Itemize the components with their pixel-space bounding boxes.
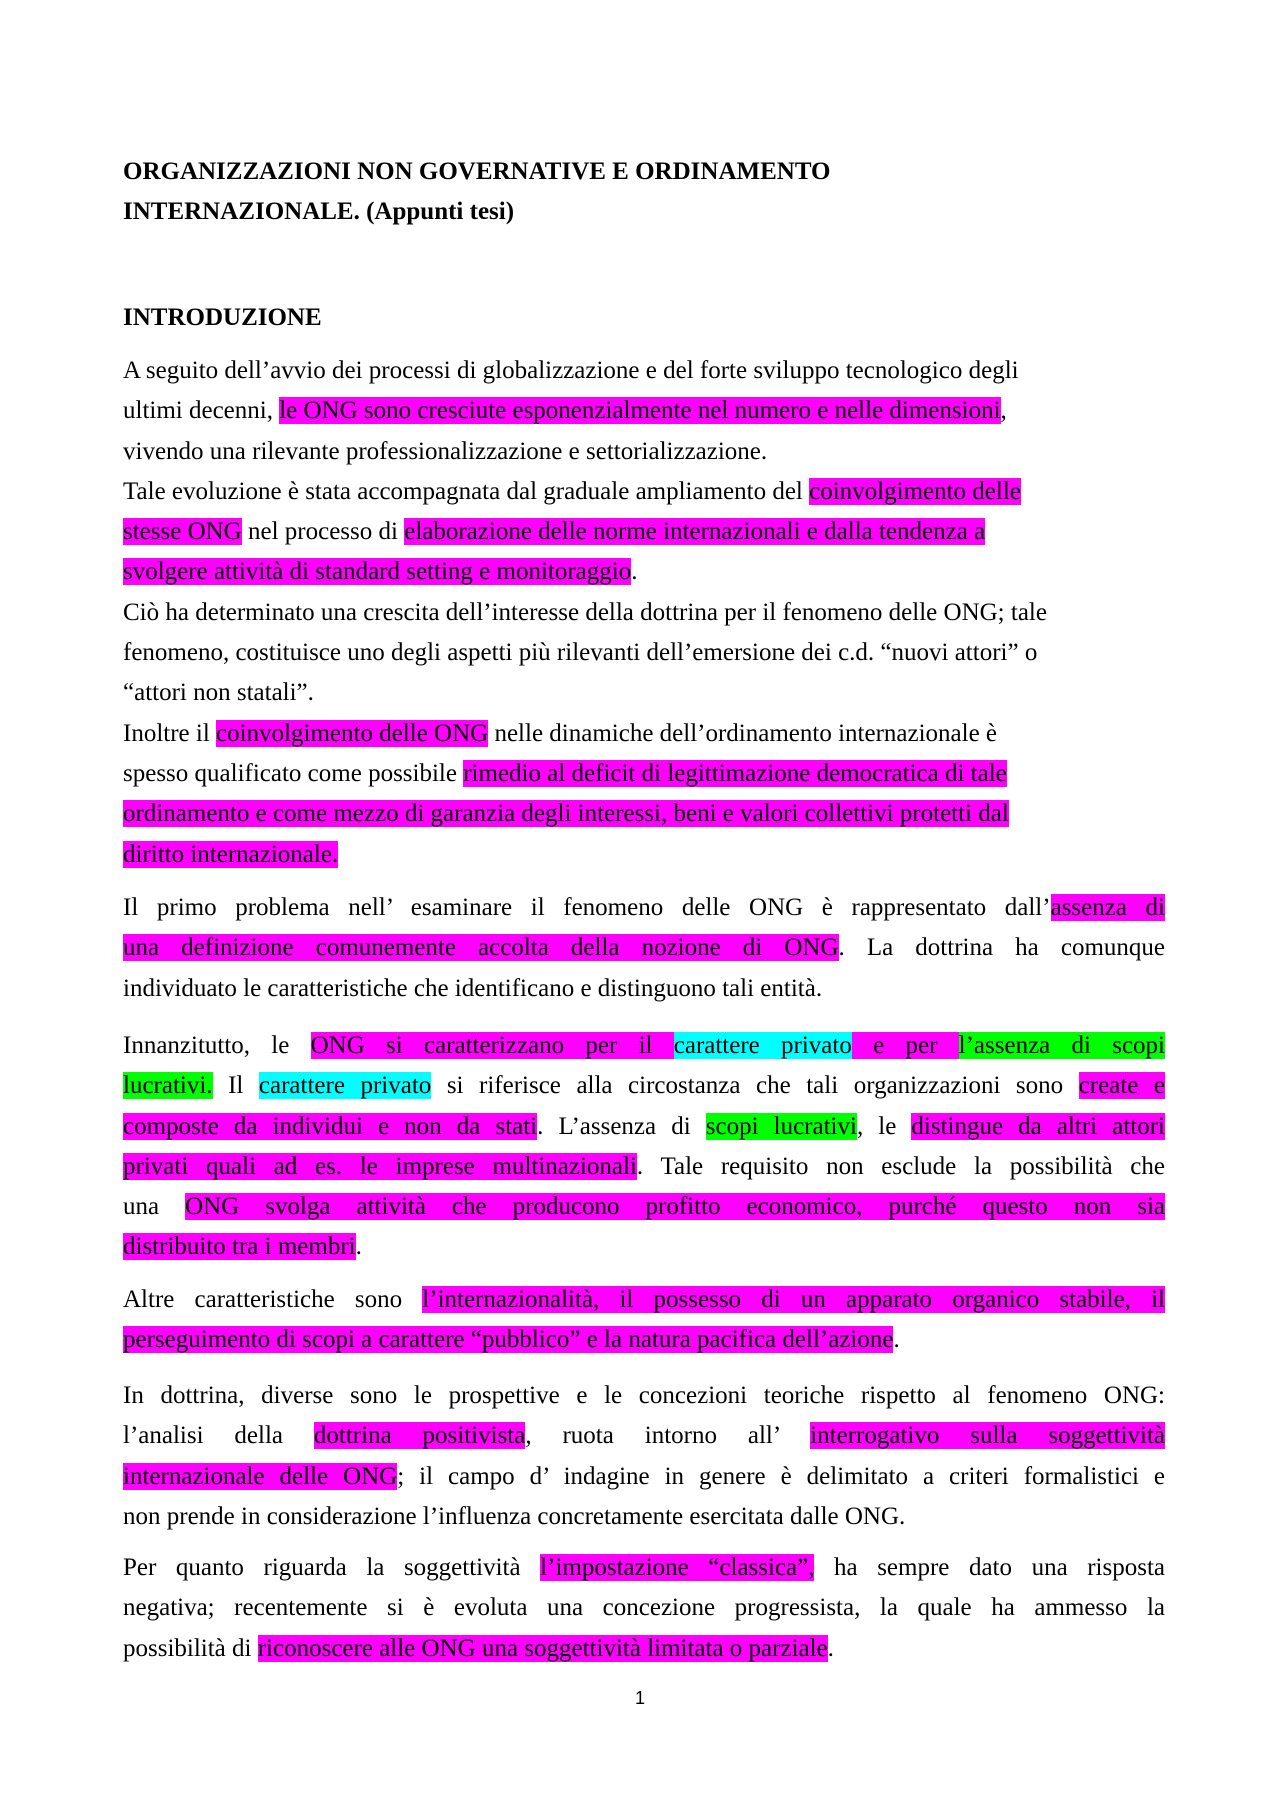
highlight: ordinamento e come mezzo di garanzia degli interessi, beni e valori collettivi protetti dal (123, 800, 1009, 828)
text-line: Altre caratteristiche sono l’internazionalità, il possesso di un apparato organico stabile, il (123, 1286, 1165, 1313)
highlight: ONG svolga attività che producono profitto economico, purché questo non sia (185, 1193, 1165, 1221)
page-number: 1 (634, 1688, 645, 1708)
highlight: carattere privato (258, 1072, 432, 1100)
paragraph-5 (123, 1376, 1165, 1537)
highlight: l’impostazione “classica”, (540, 1554, 815, 1581)
text-line: privati quali ad es. le imprese multinazionali. Tale requisito non esclude la possibilità che (123, 1152, 1165, 1180)
highlight: dottrina positivista (313, 1422, 526, 1450)
highlight: ONG si caratterizzano per il (310, 1032, 674, 1059)
highlight: assenza di (1050, 894, 1165, 921)
highlight: svolgere attività di standard setting e monitoraggio (123, 558, 632, 586)
highlight: diritto internazionale. (123, 840, 339, 868)
highlight: le ONG sono cresciute esponenzialmente nel numero e nelle dimensioni (279, 397, 1001, 425)
text-line: individuato le caratteristiche che identificano e distinguono tali entità. (123, 974, 823, 1002)
text-line: lucrativi. Il carattere privato si riferisce alla circostanza che tali organizzazioni sono create e (123, 1072, 1165, 1100)
text-line: una ONG svolga attività che producono profitto economico, purché questo non sia (123, 1193, 1165, 1221)
paragraph-6 (123, 1548, 1165, 1669)
text-line (123, 835, 1165, 875)
text-line: Innanzitutto, le ONG si caratterizzano per il carattere privato e per l’assenza di scopi (123, 1032, 1166, 1059)
highlight: composte da individui e non da stati (123, 1112, 538, 1140)
text-line: non prende in considerazione l’influenza concretamente esercitata dalle ONG. (123, 1502, 906, 1530)
text-line: composte da individui e non da stati. L’assenza di scopi lucrativi, le distingue da altri attori (123, 1112, 1165, 1140)
text-line: ultimi decenni, le ONG sono cresciute esponenzialmente nel numero e nelle dimensioni, (123, 397, 1007, 425)
paragraph-2 (123, 888, 1165, 1009)
text-line (123, 794, 1165, 834)
text-line: “attori non statali”. (123, 679, 314, 707)
text-line: svolgere attività di standard setting e monitoraggio. (123, 558, 638, 586)
paragraph-intro (123, 351, 1165, 875)
text-line: distribuito tra i membri. (123, 1233, 362, 1261)
highlight: riconoscere alle ONG una soggettività limitata o parziale (257, 1634, 828, 1662)
text-line: possibilità di riconoscere alle ONG una soggettività limitata o parziale. (123, 1634, 834, 1662)
text-line: stesse ONG nel processo di elaborazione delle norme internazionali e dalla tendenza a (123, 518, 986, 546)
text-line: Tale evoluzione è stata accompagnata dal graduale ampliamento del coinvolgimento delle (123, 477, 1021, 505)
highlight: distribuito tra i membri (123, 1233, 356, 1261)
highlight: e per (851, 1032, 959, 1059)
text-line: Inoltre il coinvolgimento delle ONG nelle dinamiche dell’ordinamento internazionale è (123, 719, 998, 747)
highlight: coinvolgimento delle (809, 477, 1021, 505)
text-line: vivendo una rilevante professionalizzazione e settorializzazione. (123, 437, 768, 465)
highlight: carattere privato (673, 1032, 852, 1059)
text-line: fenomeno, costituisce uno degli aspetti più rilevanti dell’emersione dei c.d. “nuovi attori” o (123, 639, 1038, 667)
text-line: Il primo problema nell’ esaminare il fenomeno delle ONG è rappresentato dall’assenza di (123, 894, 1165, 921)
document-title (123, 152, 1163, 232)
paragraph-3 (123, 1026, 1165, 1268)
text-line: l’analisi della dottrina positivista, ruota intorno all’ interrogativo sulla soggettività (123, 1422, 1165, 1450)
highlight: stesse ONG (123, 518, 242, 546)
highlight: distingue da altri attori (911, 1112, 1165, 1140)
highlight: coinvolgimento delle ONG (216, 719, 489, 747)
text-line: Per quanto riguarda la soggettività l’impostazione “classica”, ha sempre dato una risposta (123, 1554, 1165, 1581)
text-line: perseguimento di scopi a carattere “pubblico” e la natura pacifica dell’azione. (123, 1326, 900, 1354)
title-line-1: ORGANIZZAZIONI NON GOVERNATIVE E ORDINAMENTO (123, 158, 831, 185)
highlight: l’assenza di scopi (958, 1032, 1166, 1059)
highlight: perseguimento di scopi a carattere “pubblico” e la natura pacifica dell’azione (123, 1326, 894, 1354)
paragraph-4 (123, 1280, 1165, 1361)
text-line: internazionale delle ONG; il campo d’ indagine in genere è delimitato a criteri formalistici e (123, 1462, 1165, 1490)
highlight: create e (1078, 1072, 1165, 1100)
title-line-2: INTERNAZIONALE. (Appunti tesi) (123, 198, 515, 225)
text-line: Ciò ha determinato una crescita dell’interesse della dottrina per il fenomeno delle ONG; tale (123, 598, 1047, 626)
section-heading: INTRODUZIONE (123, 304, 322, 331)
highlight: l’internazionalità, il possesso di un apparato organico stabile, il (422, 1286, 1165, 1313)
highlight: interrogativo sulla soggettività (810, 1422, 1165, 1450)
highlight: una definizione comunemente accolta della nozione di ONG (123, 934, 839, 962)
text-line: A seguito dell’avvio dei processi di globalizzazione e del forte sviluppo tecnologico degli (123, 357, 1019, 384)
text-line: una definizione comunemente accolta della nozione di ONG. La dottrina ha comunque (123, 934, 1165, 962)
highlight: rimedio al deficit di legittimazione democratica di tale (463, 759, 1007, 787)
text-line: In dottrina, diverse sono le prospettive e le concezioni teoriche rispetto al fenomeno ONG: (123, 1382, 1165, 1409)
highlight: internazionale delle ONG (123, 1462, 398, 1490)
highlight: privati quali ad es. le imprese multinazionali (123, 1152, 637, 1180)
text-line: spesso qualificato come possibile rimedio al deficit di legittimazione democratica di tale (123, 759, 1007, 787)
text-line: negativa; recentemente si è evoluta una concezione progressista, la quale ha ammesso la (123, 1594, 1165, 1622)
highlight: scopi lucrativi (705, 1112, 857, 1140)
highlight: elaborazione delle norme internazionali e dalla tendenza a (404, 518, 986, 546)
highlight: lucrativi. (123, 1072, 213, 1100)
